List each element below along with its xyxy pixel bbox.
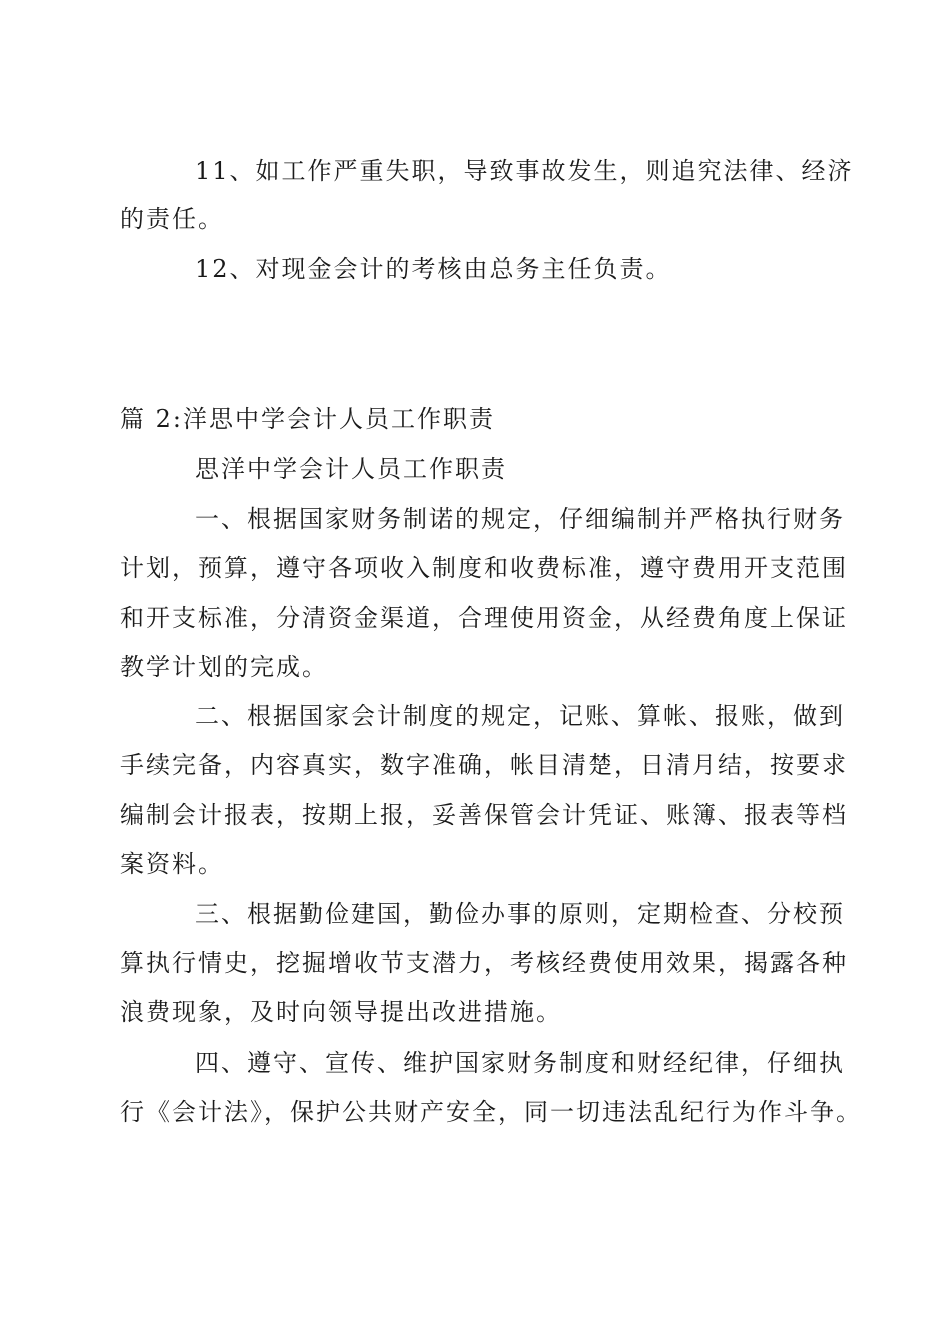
para-2-line-4: 案资料。 — [120, 850, 224, 878]
para-4-line-2: 行《会计法》，保护公共财产安全，同一切违法乱纪行为作斗争。 — [120, 1098, 862, 1126]
para-3-line-2: 算执行情史，挖掘增收节支潜力，考核经费使用效果，揭露各种 — [120, 949, 848, 977]
para-3-line-1: 三、根据勤俭建国，勤俭办事的原则，定期检查、分校预 — [195, 900, 845, 928]
para-1-line-1: 一、根据国家财务制诺的规定，仔细编制并严格执行财务 — [195, 505, 845, 533]
item-12: 12、对现金会计的考核由总务主任负责。 — [195, 255, 672, 283]
item-11-line-1: 11、如工作严重失职，导致事故发生，则追究法律、经济 — [195, 157, 854, 185]
para-2-line-3: 编制会计报表，按期上报，妥善保管会计凭证、账簿、报表等档 — [120, 801, 848, 829]
section-heading: 篇 2:洋思中学会计人员工作职责 — [120, 405, 495, 433]
para-3-line-3: 浪费现象，及时向领导提出改进措施。 — [120, 998, 562, 1026]
para-1-line-4: 教学计划的完成。 — [120, 653, 328, 681]
section-title: 思洋中学会计人员工作职责 — [195, 455, 507, 483]
para-2-line-2: 手续完备，内容真实，数字准确，帐目清楚，日清月结，按要求 — [120, 751, 848, 779]
para-4-line-1: 四、遵守、宣传、维护国家财务制度和财经纪律，仔细执 — [195, 1049, 845, 1077]
para-2-line-1: 二、根据国家会计制度的规定，记账、算帐、报账，做到 — [195, 702, 845, 730]
para-1-line-3: 和开支标准，分清资金渠道，合理使用资金，从经费角度上保证 — [120, 604, 848, 632]
item-11-line-2: 的责任。 — [120, 205, 224, 233]
para-1-line-2: 计划，预算，遵守各项收入制度和收费标准，遵守费用开支范围 — [120, 554, 848, 582]
